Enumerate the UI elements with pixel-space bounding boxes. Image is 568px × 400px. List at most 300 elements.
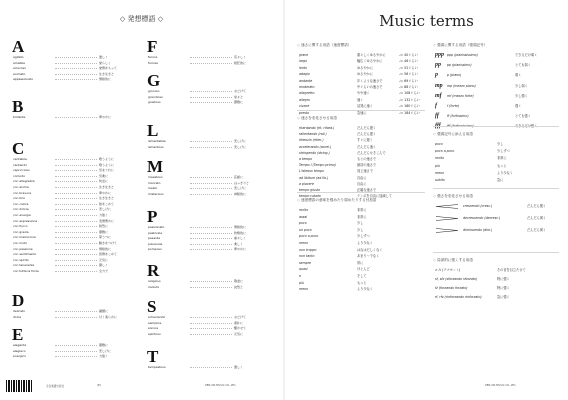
diamond-icon: ◇: [297, 116, 302, 120]
leader-dots: [190, 147, 232, 148]
term-italian: pomposo: [148, 247, 162, 252]
term-italian: sonore: [148, 326, 159, 331]
term-row: [148, 175, 270, 179]
term-row: [13, 269, 135, 273]
section-letter-b: B: [12, 97, 24, 116]
term-italian: non troppo: [299, 247, 317, 252]
term-meaning: はっきりと: [234, 180, 250, 185]
term-italian: poco a poco: [435, 149, 455, 154]
leader-dots: [190, 244, 232, 245]
term-meaning: 急に強く: [497, 295, 510, 299]
left-page: [0, 0, 283, 400]
term-meaning: 中ぐらいの速さで: [357, 85, 383, 89]
term-italian: molto: [435, 156, 445, 161]
term-italian: tempestoso: [148, 365, 166, 369]
term-italian: con dolore: [13, 207, 29, 212]
term-row: [299, 176, 425, 181]
leader-dots: [55, 176, 97, 177]
term-meaning: 優雅に: [99, 229, 109, 234]
section-letter-e: E: [12, 325, 24, 344]
term-row: [13, 61, 135, 65]
term-italian: poco: [435, 142, 443, 146]
leader-dots: [55, 68, 97, 69]
term-italian: religioso: [148, 279, 161, 283]
term-italian: decrescendo (decresc.): [463, 216, 501, 220]
leader-dots: [55, 249, 97, 250]
term-italian: più: [435, 163, 440, 168]
term-row: [435, 277, 559, 282]
term-italian: > Λ (アクセント): [435, 268, 461, 272]
term-meaning: 気まぐれに: [99, 168, 115, 173]
section-heading-text: 強さを変化させる用語: [437, 194, 473, 198]
term-row: [299, 274, 425, 279]
term-meaning: だんだん遅く: [357, 132, 377, 137]
term-meaning: 活発に速く: [357, 104, 373, 109]
term-row: [148, 242, 270, 246]
term-row: [13, 77, 135, 81]
term-row: [299, 221, 425, 226]
term-meaning: 牧歌的に: [234, 230, 247, 235]
term-meaning: 情熱的に: [99, 77, 112, 82]
term-meaning: 熱烈に: [99, 224, 109, 229]
term-row: [13, 179, 135, 183]
term-row: [13, 247, 135, 251]
term-italian: semplice: [148, 320, 162, 325]
term-italian: fz (forzando forzato): [435, 286, 468, 290]
leader-dots: [55, 79, 97, 80]
term-meaning: 華やかに: [234, 247, 247, 252]
term-italian: lamentoso: [148, 144, 164, 149]
term-meaning: 常に: [357, 260, 364, 265]
section-heading-text: 速度標語の意味を強めたり弱めたりする付加語: [301, 198, 377, 202]
leader-dots: [55, 271, 97, 272]
term-row: [13, 55, 135, 59]
section-heading-text: 強弱に関する用語（強弱記号）: [437, 43, 488, 47]
term-row: [13, 349, 135, 353]
term-meaning: 非常に: [357, 214, 367, 219]
leader-dots: [190, 188, 232, 189]
term-italian: ritardando (rit. ritard.): [299, 126, 335, 130]
term-row: [13, 207, 135, 211]
term-row: [435, 171, 559, 176]
term-row: [13, 174, 135, 178]
term-meaning: もっと: [497, 163, 507, 168]
tempo-value: ♩= 184ぐらい: [399, 110, 420, 115]
term-meaning: 特に強く: [497, 277, 510, 281]
term-meaning: 神秘的に: [234, 191, 247, 196]
leader-dots: [190, 141, 232, 142]
section-heading-text: 局部的に強くする用語: [437, 258, 473, 262]
leader-dots: [190, 323, 232, 324]
term-row: [299, 228, 425, 233]
leader-dots: [55, 159, 97, 160]
term-italian: meno: [299, 287, 309, 292]
leader-dots: [190, 334, 232, 335]
term-italian: cantabile: [13, 157, 27, 161]
leader-dots: [55, 193, 97, 194]
term-meaning: だんだんせきこんで: [357, 150, 386, 155]
term-row: [299, 85, 425, 90]
term-italian: Tempo I (Tempo primo): [299, 163, 336, 168]
diamond-icon: ◇: [433, 132, 438, 136]
leader-dots: [190, 183, 232, 184]
term-meaning: 重々しく: [234, 236, 247, 241]
term-meaning: 元気に: [234, 331, 244, 336]
leader-dots: [190, 287, 232, 288]
term-italian: sf, sfz (sforzando sforzato): [435, 277, 478, 281]
term-row: [148, 139, 270, 143]
term-meaning: だんだん速く: [357, 144, 377, 149]
term-italian: amabile: [13, 60, 26, 65]
term-row: [148, 181, 270, 185]
term-row: [299, 248, 425, 253]
term-row: [148, 231, 270, 235]
term-meaning: おどけて: [234, 89, 247, 93]
term-meaning: とても強く: [515, 114, 531, 119]
term-italian: non tanto: [299, 254, 315, 259]
term-italian: animato: [13, 71, 26, 76]
term-italian: con malinconia: [13, 235, 36, 240]
footer-page-code: (B): [97, 384, 101, 387]
term-meaning: 少し: [357, 227, 364, 232]
term-meaning: 少し: [497, 142, 504, 146]
section-heading: [433, 258, 473, 263]
term-italian: crescendo (cresc.): [463, 204, 493, 208]
term-italian: mesto: [148, 186, 158, 191]
term-row: [299, 287, 425, 292]
leader-dots: [190, 367, 232, 368]
term-row: [299, 79, 425, 84]
term-row: [13, 163, 135, 167]
term-italian: p (piano): [447, 73, 462, 78]
term-meaning: 熱をこめて: [99, 201, 115, 206]
right-page: [285, 0, 568, 400]
term-meaning: だんだん弱く: [527, 228, 547, 232]
leader-dots: [55, 74, 97, 75]
term-italian: subito: [435, 178, 445, 182]
term-row: [148, 326, 270, 330]
term-row: [13, 241, 135, 245]
term-meaning: 堂々と: [234, 94, 244, 99]
term-italian: risoluto: [148, 284, 160, 289]
term-italian: stringendo (string.): [299, 150, 330, 155]
term-meaning: 自由に: [357, 181, 367, 186]
term-row: [13, 258, 135, 262]
section-letter-s: S: [147, 297, 157, 316]
term-meaning: 力強く: [99, 354, 109, 359]
section-letter-l: L: [147, 121, 159, 140]
term-row: [13, 309, 135, 313]
term-meaning: 荒々しく: [234, 55, 247, 59]
leader-dots: [55, 237, 97, 238]
term-meaning: だんだん遅く: [357, 126, 377, 130]
term-row: [299, 157, 425, 162]
term-meaning: ほとんど: [357, 267, 370, 272]
term-row: [148, 186, 270, 190]
term-row: [13, 196, 135, 200]
term-italian: con fuoco: [13, 224, 28, 229]
term-meaning: 自由に: [357, 175, 367, 180]
term-italian: tempo giusto: [299, 188, 321, 192]
term-italian: furioso: [148, 60, 159, 65]
section-letter-a: A: [12, 37, 25, 56]
footer-company: ZEN-ON MUSIC CO.,LTD.: [205, 384, 237, 387]
term-row: [13, 354, 135, 358]
term-meaning: 敬虔に: [234, 279, 244, 283]
term-row: [299, 241, 425, 246]
term-row: [435, 84, 559, 89]
term-meaning: 憂うつに: [99, 235, 112, 240]
term-row: [299, 53, 425, 58]
term-row: [299, 182, 425, 187]
leader-dots: [190, 238, 232, 239]
term-meaning: 同じ速さで: [357, 169, 373, 174]
term-row: [148, 332, 270, 336]
tempo-value: ♩= 69ぐらい: [399, 78, 418, 83]
term-italian: feroce: [148, 55, 158, 59]
term-row: [299, 72, 425, 77]
term-row: [148, 236, 270, 240]
leader-dots: [55, 345, 97, 346]
leader-dots: [190, 194, 232, 195]
term-row: [299, 169, 425, 174]
term-meaning: だんだん強く: [527, 204, 547, 208]
section-heading-text: 速さを変化させる用語: [301, 116, 337, 120]
term-italian: marcato: [148, 180, 161, 185]
dynamic-mark: ff: [435, 113, 439, 120]
term-meaning: 正確な速さで: [357, 188, 377, 192]
term-meaning: 非常に: [357, 208, 367, 212]
section-heading: [297, 198, 376, 203]
leader-dots: [55, 311, 97, 312]
term-italian: con tenerezza: [13, 263, 35, 268]
term-meaning: 情熱的に: [234, 225, 247, 229]
term-row: [13, 157, 135, 161]
section-heading: [297, 43, 351, 48]
dynamic-mark: mf: [435, 92, 442, 99]
tempo-value: ♩= 160ぐらい: [399, 104, 420, 109]
dynamic-mark: ppp: [435, 52, 444, 58]
term-meaning: より少なく: [357, 287, 373, 292]
term-italian: con espressione: [13, 218, 38, 223]
term-italian: lento: [299, 65, 308, 70]
section-letter-t: T: [147, 347, 159, 366]
term-row: [13, 168, 135, 172]
term-row: [13, 263, 135, 267]
term-row: [13, 219, 135, 223]
term-row: [299, 126, 425, 131]
term-italian: tempo rubato: [299, 194, 321, 199]
term-row: [299, 208, 425, 213]
term-row: [299, 261, 425, 266]
term-meaning: 特に強く: [497, 286, 510, 290]
diamond-icon: ◇: [433, 43, 438, 47]
term-italian: poco: [299, 221, 307, 226]
term-meaning: 悲しげに: [234, 186, 247, 191]
term-meaning: 激しく: [99, 55, 109, 59]
term-meaning: やや速く: [357, 91, 370, 96]
term-italian: con passione: [13, 246, 33, 251]
term-italian: spiritoso: [148, 331, 161, 336]
tempo-value: ♩= 40ぐらい: [399, 53, 418, 57]
term-italian: a tempo: [299, 157, 313, 161]
term-row: [299, 234, 425, 239]
term-italian: meno: [435, 170, 445, 175]
section-letter-g: G: [147, 71, 161, 90]
leader-dots: [190, 249, 232, 250]
term-row: [299, 254, 425, 259]
term-meaning: だんだん弱く: [527, 216, 547, 220]
term-italian: grazioso: [148, 100, 161, 105]
leader-dots: [55, 243, 97, 244]
leader-dots: [190, 102, 232, 103]
leader-dots: [55, 198, 97, 199]
term-row: [148, 192, 270, 196]
section-heading-text: 速さに関する用語（速度標語）: [301, 43, 352, 47]
term-meaning: 急に: [497, 178, 504, 182]
dynamic-mark: mp: [435, 82, 443, 89]
term-italian: mf (mezzo forte): [447, 93, 474, 98]
term-italian: moderato: [299, 85, 315, 89]
leader-dots: [190, 63, 232, 64]
term-meaning: 少し: [357, 221, 364, 226]
leader-dots: [55, 117, 97, 118]
term-row: [299, 138, 425, 143]
term-italian: agitato: [13, 55, 24, 59]
term-meaning: とても弱く: [515, 63, 531, 68]
term-meaning: 愛らしく: [99, 60, 112, 65]
term-meaning: 華やかに: [99, 115, 112, 119]
term-row: [13, 224, 135, 228]
crescendo-hairpin-icon: [435, 204, 459, 209]
term-italian: a piacere: [299, 181, 314, 186]
leader-dots: [190, 97, 232, 98]
leader-dots: [55, 181, 97, 182]
term-meaning: 動きをつけて: [99, 241, 118, 245]
term-row: [435, 114, 559, 119]
term-italian: lamentabile: [148, 139, 166, 143]
term-row: [13, 72, 135, 76]
term-italian: appassionato: [13, 77, 34, 82]
term-meaning: テンポを自由に加減して: [357, 194, 392, 199]
section-divider: [297, 192, 425, 193]
term-row: [148, 321, 270, 325]
term-row: [148, 145, 270, 149]
term-meaning: その音を目立たせて: [497, 268, 526, 272]
diamond-icon: ◇: [433, 258, 438, 262]
term-row: [299, 267, 425, 272]
term-row: [435, 63, 559, 68]
dynamic-mark: f: [435, 103, 437, 109]
term-row: [13, 202, 135, 206]
term-italian: pesante: [148, 236, 161, 241]
section-letter-c: C: [12, 139, 25, 158]
term-row: [299, 66, 425, 71]
term-meaning: 歌うように: [99, 157, 115, 161]
term-italian: con allegrezza: [13, 179, 35, 184]
term-meaning: 生き生きと: [99, 185, 115, 189]
term-row: [148, 95, 270, 99]
term-meaning: 重々しくゆるやかに: [357, 53, 386, 57]
term-row: [13, 191, 135, 195]
term-row: [299, 281, 425, 286]
term-row: [13, 66, 135, 70]
term-meaning: 速く: [357, 97, 364, 102]
term-row: [435, 94, 559, 99]
leader-dots: [190, 177, 232, 178]
term-italian: allegretto: [299, 91, 315, 96]
leader-dots: [55, 215, 97, 216]
term-italian: accelerando (accel.): [299, 144, 332, 149]
term-row: [435, 149, 559, 154]
term-row: [435, 216, 559, 221]
term-row: [13, 315, 135, 319]
term-italian: elegante: [13, 343, 27, 347]
term-row: [148, 279, 270, 283]
section-letter-d: D: [12, 291, 25, 310]
term-meaning: 気楽に: [99, 173, 109, 178]
term-meaning: 感情をこめて: [99, 252, 118, 257]
tempo-value: ♩= 56ぐらい: [399, 72, 418, 77]
section-letter-p: P: [147, 207, 158, 226]
term-row: [435, 53, 559, 58]
leader-dots: [55, 209, 97, 210]
term-italian: ritenuto (riten.): [299, 138, 324, 143]
term-meaning: 少しずつ: [497, 149, 510, 154]
footer-publisher: 全音楽譜出版社: [46, 385, 65, 388]
leader-dots: [190, 317, 232, 318]
term-meaning: 生き生きと: [99, 71, 115, 76]
term-meaning: 情熱的に: [99, 246, 112, 251]
term-italian: amoroso: [13, 66, 26, 71]
leader-dots: [190, 233, 232, 234]
term-italian: con grazia: [13, 229, 29, 234]
term-italian: fff (fortississimo): [447, 124, 474, 129]
leader-dots: [190, 91, 232, 92]
term-italian: meno: [299, 241, 309, 245]
term-meaning: 素朴に: [234, 320, 244, 325]
dynamic-mark: p: [435, 72, 438, 79]
section-letter-f: F: [147, 37, 158, 56]
section-letter-r: R: [147, 261, 160, 280]
term-meaning: 優しく: [99, 263, 109, 268]
term-italian: grave: [299, 53, 309, 57]
term-meaning: 表情豊かに: [99, 218, 115, 223]
term-row: [13, 343, 135, 347]
leader-dots: [55, 351, 97, 352]
term-meaning: 悲しげに: [99, 207, 112, 212]
term-row: [148, 55, 270, 59]
term-meaning: 悲しげに: [99, 348, 112, 353]
term-italian: assai: [299, 214, 308, 219]
term-italian: f (forte): [447, 104, 460, 108]
term-italian: comodo: [13, 173, 25, 178]
term-italian: con brio: [13, 196, 26, 201]
leader-dots: [55, 317, 97, 318]
term-row: [148, 247, 270, 251]
term-italian: grandioso: [148, 94, 163, 99]
footer-company-right: ZEN-ON MUSIC CO.,LTD.: [485, 384, 517, 387]
tempo-value: ♩= 46ぐらい: [399, 59, 418, 64]
term-italian: misterioso: [148, 191, 164, 196]
leader-dots: [55, 57, 97, 58]
term-row: [435, 104, 559, 109]
term-meaning: できるだけ弱く: [515, 53, 538, 57]
term-italian: mp (mezzo piano): [447, 83, 476, 88]
term-meaning: 元気に: [99, 257, 109, 262]
leader-dots: [55, 170, 97, 171]
term-italian: pastorale: [148, 230, 163, 235]
